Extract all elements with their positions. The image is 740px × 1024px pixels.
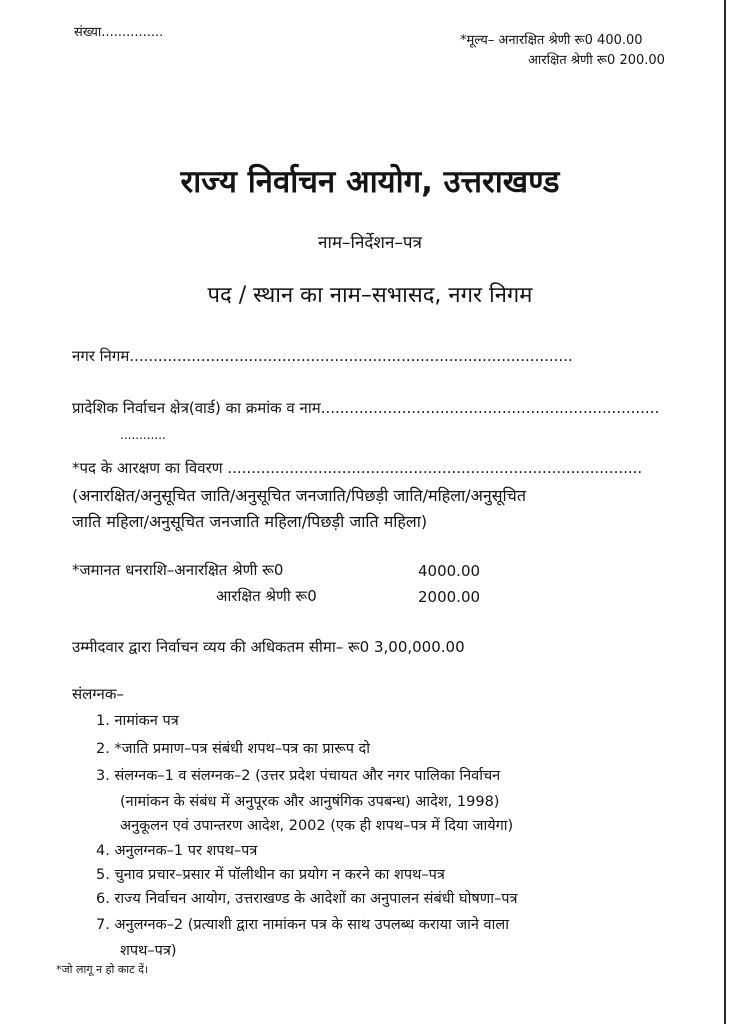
page-edge-line (724, 0, 726, 1024)
form-subtitle: नाम–निर्देशन–पत्र (318, 233, 422, 253)
deposit-unreserved-label: *जमानत धनराशि–अनारक्षित श्रेणी रू0 (72, 561, 284, 579)
page-title: राज्य निर्वाचन आयोग, उत्तराखण्ड (180, 164, 560, 200)
enclosure-item-continuation: शपथ–पत्र) (120, 943, 177, 959)
post-name-heading: पद / स्थान का नाम–सभासद, नगर निगम (207, 283, 533, 308)
reservation-categories-line1: (अनारक्षित/अनुसूचित जाति/अनुसूचित जनजाति/पिछड़ी जाति/महिला/अनुसूचित (72, 486, 526, 505)
ward-field: प्रादेशिक निर्वाचन क्षेत्र(वार्ड) का क्रमांक व नाम....................................................................... (72, 399, 660, 417)
reservation-field: *पद के आरक्षण का विवरण ....................................................................................... (72, 459, 643, 477)
footnote: *जो लागू न हो काट दें। (56, 963, 149, 976)
serial-number-field: संख्या............... (74, 25, 164, 40)
enclosure-item: 5. चुनाव प्रचार–प्रसार में पॉलीथीन का प्रयोग न करने का शपथ–पत्र (96, 867, 445, 883)
price-reserved: आरक्षित श्रेणी रू0 200.00 (528, 53, 665, 68)
ward-field-continuation: ............ (120, 428, 166, 442)
expense-limit: उम्मीदवार द्वारा निर्वाचन व्यय की अधिकतम सीमा– रू0 3,00,000.00 (72, 638, 465, 656)
enclosure-item-continuation: अनुकूलन एवं उपान्तरण आदेश, 2002 (एक ही शपथ–पत्र में दिया जायेगा) (120, 818, 514, 834)
nagar-nigam-field: नगर निगम............................................................................................. (72, 347, 573, 365)
deposit-reserved-value: 2000.00 (418, 588, 481, 606)
reservation-categories-line2: जाति महिला/अनुसूचित जनजाति महिला/पिछड़ी जाति महिला) (72, 512, 428, 531)
enclosure-item-continuation: (नामांकन के संबंध में अनुपूरक और आनुषंगिक उपबन्ध) आदेश, 1998) (120, 794, 500, 810)
enclosure-item: 1. नामांकन पत्र (96, 713, 179, 729)
enclosure-item: 6. राज्य निर्वाचन आयोग, उत्तराखण्ड के आदेशों का अनुपालन संबंधी घोषणा–पत्र (96, 891, 518, 907)
enclosure-item: 3. संलग्नक–1 व संलग्नक–2 (उत्तर प्रदेश पंचायत और नगर पालिका निर्वाचन (96, 768, 501, 784)
enclosures-heading: संलग्नक– (72, 685, 124, 703)
enclosure-item: 7. अनुलग्नक–2 (प्रत्याशी द्वारा नामांकन पत्र के साथ उपलब्ध कराया जाने वाला (96, 917, 509, 933)
deposit-reserved-label: आरक्षित श्रेणी रू0 (216, 587, 317, 605)
price-unreserved: *मूल्य– अनारक्षित श्रेणी रू0 400.00 (460, 33, 643, 48)
enclosure-item: 4. अनुलग्नक–1 पर शपथ–पत्र (96, 843, 258, 859)
enclosure-item: 2. *जाति प्रमाण–पत्र संबंधी शपथ–पत्र का प्रारूप दो (96, 741, 370, 757)
deposit-unreserved-value: 4000.00 (418, 562, 481, 580)
